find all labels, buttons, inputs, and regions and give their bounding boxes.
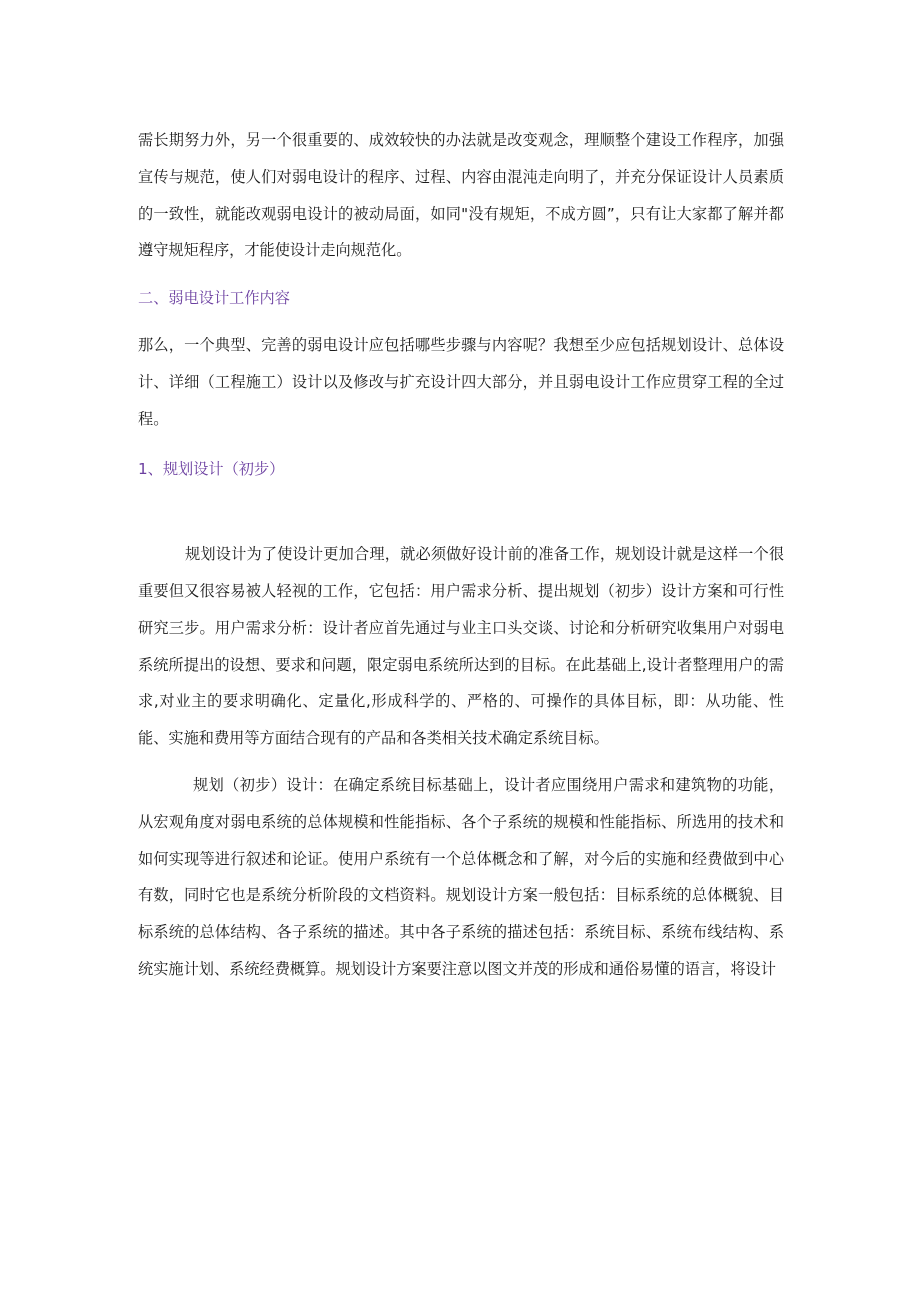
section-heading-2: 二、弱电设计工作内容 <box>138 289 290 308</box>
spacer <box>138 757 784 767</box>
paragraph-preliminary-design: 规划（初步）设计：在确定系统目标基础上，设计者应围绕用户需求和建筑物的功能，从宏观角度对弱电系统的总体规模和性能指标、各个子系统的规模和性能指标、所选用的技术和如何实现等进行叙述和论证。使用户系统有一个总体概念和了解，对今后的实施和经费做到中心有数，同时它也是系统分析阶段的文档资料。规划设计方案一般包括：目标系统的总体概貌、目标系统的总体结构、各子系统的描述。其中各子系统的描述包括：系统目标、系统布线结构、系统实施计划、系统经费概算。规划设计方案要注意以图文并茂的形成和通俗易懂的语言，将设计 <box>138 775 784 978</box>
paragraph-work-content: 那么，一个典型、完善的弱电设计应包括哪些步骤与内容呢？我想至少应包括规划设计、总体设计、详细（工程施工）设计以及修改与扩充设计四大部分，并且弱电设计工作应贯穿工程的全过程。 <box>138 335 784 428</box>
paragraph-planning-design: 规划设计为了使设计更加合理，就必须做好设计前的准备工作，规划设计就是这样一个很重要但又很容易被人轻视的工作，它包括：用户需求分析、提出规划（初步）设计方案和可行性研究三步。用户需求分析：设计者应首先通过与业主口头交谈、讨论和分析研究收集用户对弱电系统所提出的设想、要求和问题，限定弱电系统所达到的目标。在此基础上,设计者整理用户的需求,对业主的要求明确化、定量化,形成科学的、严格的、可操作的具体目标，即：从功能、性能、实施和费用等方面结合现有的产品和各类相关技术确定系统目标。 <box>138 545 784 748</box>
spacer <box>138 488 784 536</box>
paragraph-intro: 需长期努力外，另一个很重要的、成效较快的办法就是改变观念，理顺整个建设工作程序，加强宣传与规范，使人们对弱电设计的程序、过程、内容由混沌走向明了，并充分保证设计人员素质的一致性，就能改观弱电设计的被动局面，如同"没有规矩，不成方圆”，只有让大家都了解并都遵守规矩程序，才能使设计走向规范化。 <box>138 131 784 260</box>
document-page <box>138 122 784 988</box>
spacer <box>138 317 784 327</box>
spacer <box>138 437 784 451</box>
subsection-heading-1: 1、规划设计（初步） <box>138 460 285 479</box>
spacer <box>138 269 784 280</box>
